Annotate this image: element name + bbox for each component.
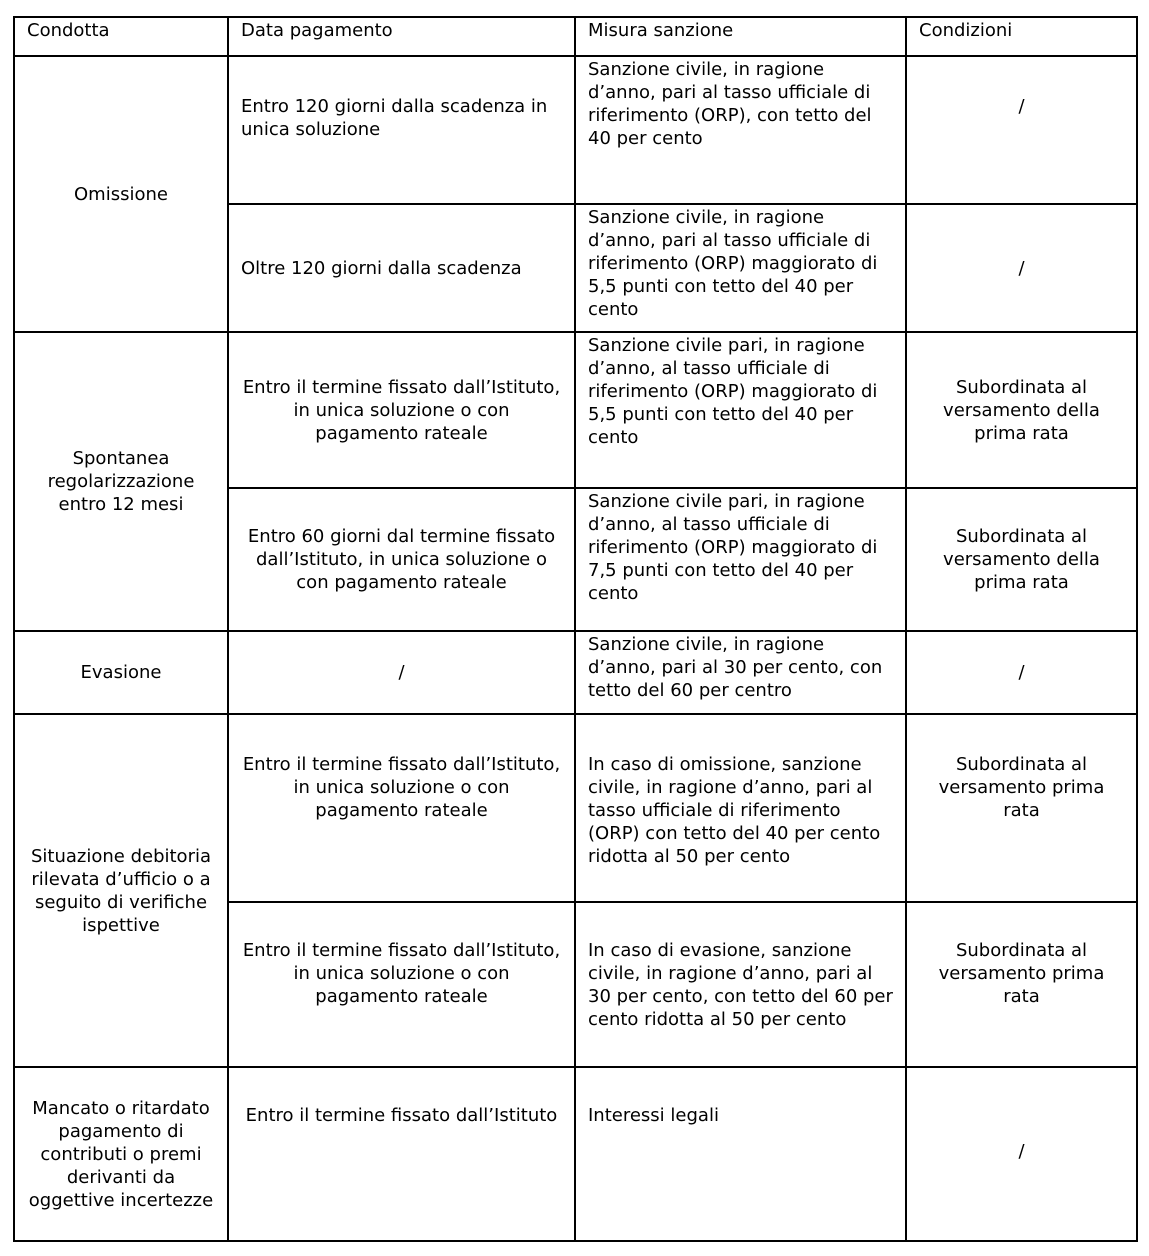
misura-sanzione-cell: Sanzione civile, in ragione d’anno, pari al 30 per cento, con tetto del 60 per centro [575, 631, 906, 714]
table-row [14, 631, 1137, 714]
data-pagamento-cell: Entro il termine fissato dall’Istituto, in unica soluzione o con pagamento rateale [228, 902, 575, 1067]
header-condotta: Condotta [14, 17, 228, 56]
table-row [14, 1067, 1137, 1241]
condotta-cell: Evasione [14, 631, 228, 714]
data-pagamento-cell: Entro il termine fissato dall’Istituto, in unica soluzione o con pagamento rateale [228, 332, 575, 488]
misura-sanzione-cell: Sanzione civile pari, in ragione d’anno, al tasso ufficiale di riferimento (ORP) maggiorato di 5,5 punti con tetto del 40 per cento [575, 332, 906, 488]
header-data-pagamento: Data pagamento [228, 17, 575, 56]
condizioni-cell: / [906, 631, 1137, 714]
misura-sanzione-cell: Sanzione civile pari, in ragione d’anno, al tasso ufficiale di riferimento (ORP) maggiorato di 7,5 punti con tetto del 40 per cento [575, 488, 906, 631]
condotta-cell: Omissione [14, 56, 228, 332]
condizioni-cell: / [906, 56, 1137, 204]
condizioni-cell: / [906, 204, 1137, 332]
misura-sanzione-cell: In caso di omissione, sanzione civile, in ragione d’anno, pari al tasso ufficiale di riferimento (ORP) con tetto del 40 per cento ridotta al 50 per cento [575, 714, 906, 902]
sanctions-table [13, 16, 1138, 1242]
condizioni-cell: Subordinata al versamento della prima rata [906, 488, 1137, 631]
condizioni-cell: / [906, 1067, 1137, 1241]
header-misura-sanzione: Misura sanzione [575, 17, 906, 56]
table-row [14, 714, 1137, 902]
misura-sanzione-cell: Interessi legali [575, 1067, 906, 1241]
data-pagamento-cell: Entro 120 giorni dalla scadenza in unica soluzione [228, 56, 575, 204]
misura-sanzione-cell: In caso di evasione, sanzione civile, in ragione d’anno, pari al 30 per cento, con tetto del 60 per cento ridotta al 50 per cento [575, 902, 906, 1067]
table-row [14, 332, 1137, 488]
table-row [14, 56, 1137, 204]
misura-sanzione-cell: Sanzione civile, in ragione d’anno, pari al tasso ufficiale di riferimento (ORP) maggiorato di 5,5 punti con tetto del 40 per cento [575, 204, 906, 332]
condizioni-cell: Subordinata al versamento della prima rata [906, 332, 1137, 488]
data-pagamento-cell: Oltre 120 giorni dalla scadenza [228, 204, 575, 332]
condotta-cell: Situazione debitoria rilevata d’ufficio o a seguito di verifiche ispettive [14, 714, 228, 1067]
condotta-cell: Spontanea regolarizzazione entro 12 mesi [14, 332, 228, 631]
data-pagamento-cell: Entro 60 giorni dal termine fissato dall’Istituto, in unica soluzione o con pagamento rateale [228, 488, 575, 631]
header-condizioni: Condizioni [906, 17, 1137, 56]
condizioni-cell: Subordinata al versamento prima rata [906, 714, 1137, 902]
data-pagamento-cell: Entro il termine fissato dall’Istituto, in unica soluzione o con pagamento rateale [228, 714, 575, 902]
sanctions-table-container [13, 16, 1138, 1242]
condotta-cell: Mancato o ritardato pagamento di contributi o premi derivanti da oggettive incertezze [14, 1067, 228, 1241]
data-pagamento-cell: Entro il termine fissato dall’Istituto [228, 1067, 575, 1241]
misura-sanzione-cell: Sanzione civile, in ragione d’anno, pari al tasso ufficiale di riferimento (ORP), con tetto del 40 per cento [575, 56, 906, 204]
header-row [14, 17, 1137, 56]
data-pagamento-cell: / [228, 631, 575, 714]
condizioni-cell: Subordinata al versamento prima rata [906, 902, 1137, 1067]
